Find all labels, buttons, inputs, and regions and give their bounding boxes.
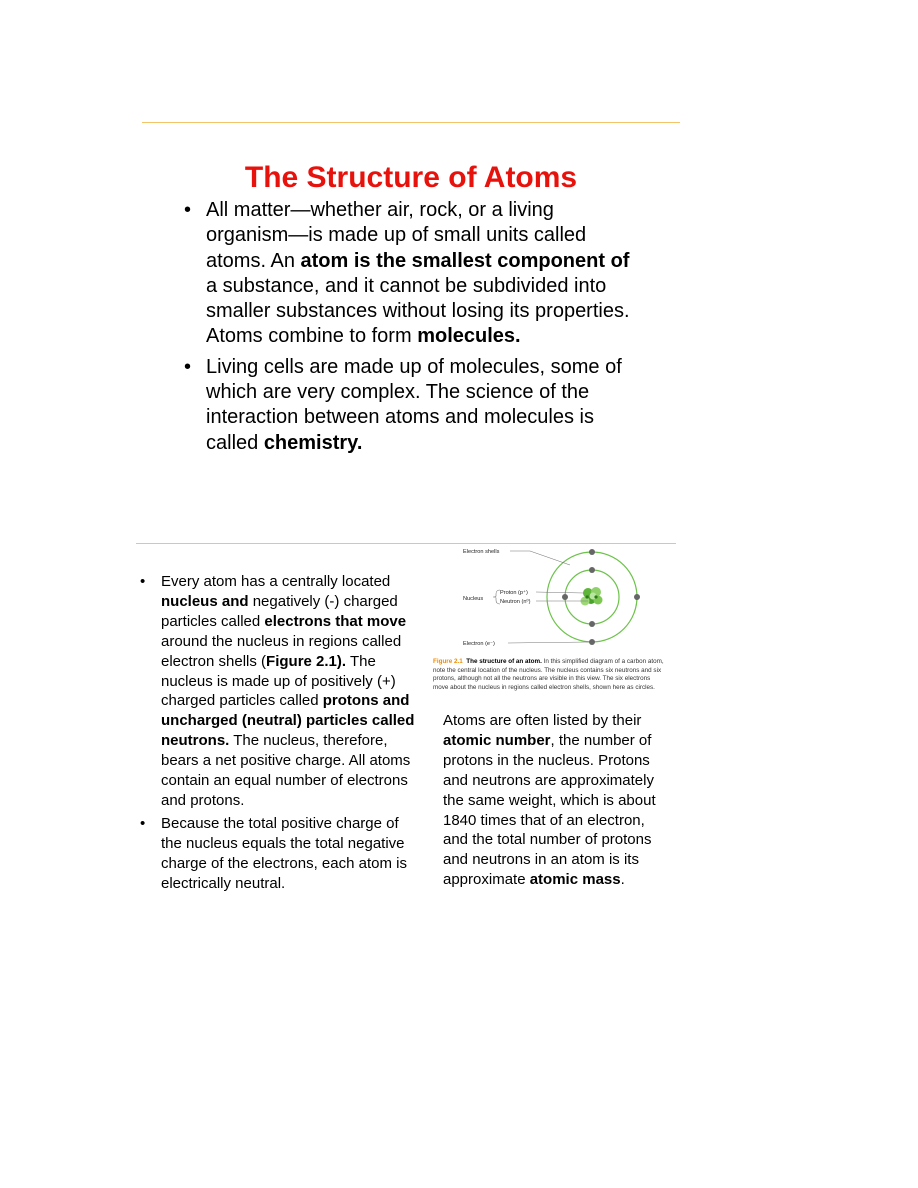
- list-item: [184, 198, 636, 350]
- electron-leader-line: [508, 642, 589, 643]
- body-text: Because the total positive charge of the nucleus equals the total negative charge of the electrons, each atom is electrically neutral.: [161, 814, 407, 892]
- bullet-text: [206, 356, 622, 454]
- body-text: , the number of protons in the nucleus. Protons and neutrons are approximately the same weight, which is about 1840 times that of an electron, and the total number of protons and neutrons in an atom is its approximate: [443, 731, 656, 889]
- atom-diagram: [432, 546, 668, 658]
- list-item: [140, 814, 423, 894]
- electron-dot: [562, 594, 568, 600]
- body-text: .: [620, 871, 625, 889]
- electron-dot: [589, 621, 595, 627]
- body-text: The nucleus is made up of positively (+) charged particles called: [161, 652, 396, 710]
- body-text: around the nucleus in regions called electron shells (: [161, 632, 402, 670]
- bullet-text: [161, 815, 407, 892]
- list-item: [140, 572, 423, 811]
- figure-caption: [433, 658, 665, 692]
- bullet-dot: •: [184, 199, 192, 221]
- proton-leader-line: [536, 592, 584, 593]
- emphasis-text: nucleus and: [161, 592, 249, 610]
- nucleus-cluster: [581, 587, 603, 606]
- bullet-text: [161, 573, 414, 809]
- figure-caption-text: In this simplified diagram of a carbon atom, note the central location of the nucleus. The nucleus contains six neutrons and six protons, although not all the neutrons are visible in this view. The six electrons move about the nucleus in regions called electron shells, shown here as circles.: [433, 658, 664, 691]
- section-divider: [136, 543, 676, 544]
- bullet-dot: •: [184, 355, 192, 378]
- top-divider: [142, 122, 680, 123]
- emphasis-text: electrons that move: [264, 612, 407, 630]
- body-text: a substance, and it cannot be subdivided into smaller substances without losing its properties. Atoms combine to form: [206, 274, 630, 348]
- nucleus-label: Nucleus: [463, 596, 484, 602]
- page-title: The Structure of Atoms: [244, 161, 578, 195]
- body-text: All matter—whether air, rock, or a living organism—is made up of small units called atoms. An: [206, 199, 587, 272]
- emphasis-text: atomic number: [443, 731, 551, 749]
- figure-number: Figure 2.1: [433, 658, 463, 665]
- electron-shells-label: Electron shells: [463, 549, 500, 555]
- list-item: [184, 355, 636, 456]
- nucleus-brace: [493, 590, 500, 604]
- body-text: negatively (-) charged particles called: [161, 592, 398, 630]
- body-text: The nucleus, therefore, bears a net positive charge. All atoms contain an equal number of electrons and protons.: [161, 732, 411, 809]
- proton-label: Proton (p⁺): [500, 590, 528, 596]
- electron-dot: [634, 594, 640, 600]
- bullet-dot: •: [140, 573, 146, 590]
- body-text: Every atom has a centrally located: [161, 573, 391, 590]
- emphasis-text: chemistry.: [263, 431, 363, 454]
- electron-dot: [589, 567, 595, 573]
- electron-dot: [589, 549, 595, 555]
- figure-title: The structure of an atom.: [466, 658, 542, 665]
- atom-bullet-list: [140, 572, 423, 897]
- bullet-dot: •: [140, 814, 146, 832]
- body-text: Living cells are made up of molecules, some of which are very complex. The science of the interaction between atoms and molecules is called: [206, 355, 622, 454]
- emphasis-text: atomic mass: [529, 871, 621, 889]
- intro-bullet-list: [184, 198, 636, 461]
- electron-dot: [589, 639, 595, 645]
- atomic-number-paragraph: [443, 711, 668, 890]
- electron-label: Electron (e⁻): [463, 641, 495, 647]
- neutron-label: Neutron (n⁰): [500, 599, 531, 605]
- body-text: Atoms are often listed by their: [443, 712, 642, 729]
- bullet-text: [206, 199, 630, 347]
- emphasis-text: protons and uncharged (neutral) particles called neutrons.: [161, 692, 415, 750]
- emphasis-text: atom is the smallest component of: [300, 249, 630, 272]
- emphasis-text: Figure 2.1).: [266, 652, 347, 670]
- emphasis-text: molecules.: [417, 325, 521, 348]
- shell-leader-line: [510, 551, 570, 565]
